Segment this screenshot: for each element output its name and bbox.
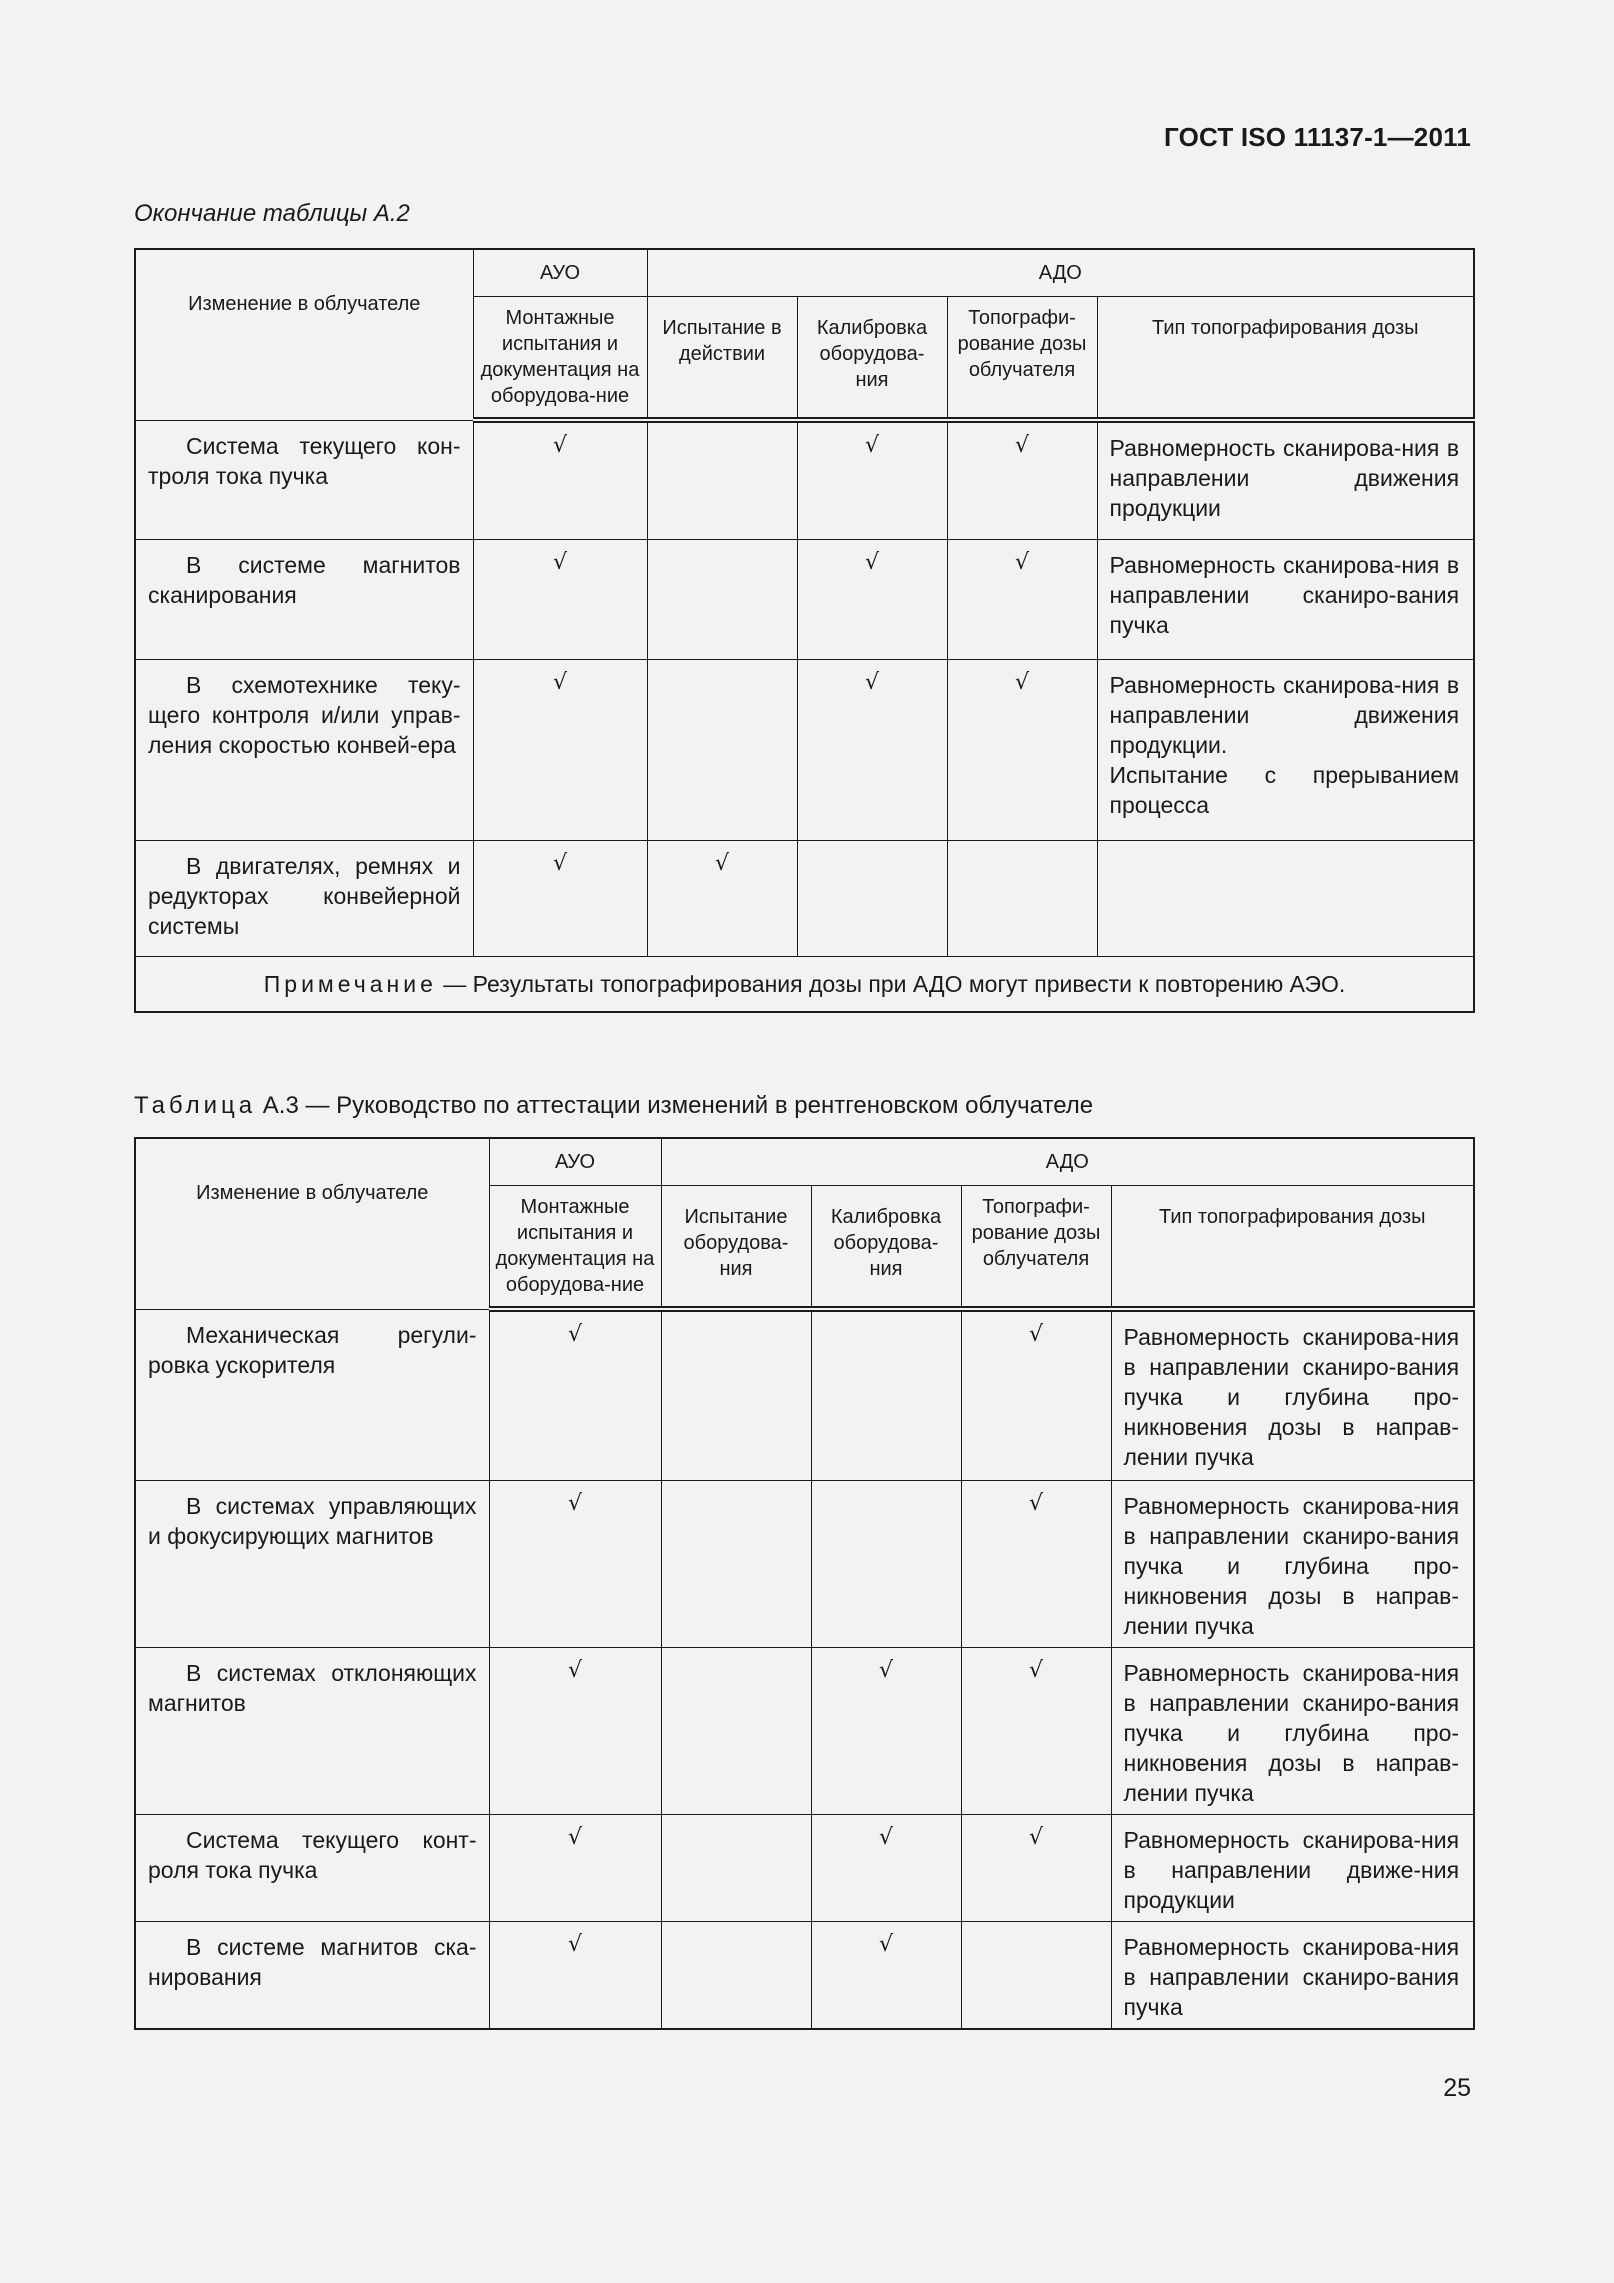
header-calibration: Калибровка оборудова-ния: [797, 297, 947, 421]
header-group-ado: АДО: [661, 1138, 1474, 1186]
row-change-name: Система текущего кон-троля тока пучка: [135, 420, 473, 539]
header-install-tests: Монтажные испытания и документация на оборудова-ние: [489, 1186, 661, 1310]
check-mark: [661, 1309, 811, 1480]
check-mark: [647, 659, 797, 840]
check-mark: √: [473, 539, 647, 659]
check-mark: [811, 1309, 961, 1480]
header-group-ayo: АУО: [489, 1138, 661, 1186]
check-mark: [647, 539, 797, 659]
check-mark: √: [811, 1647, 961, 1814]
mapping-type-text: Равномерность сканирова-ния в направлении движе-ния продукции: [1111, 1814, 1474, 1921]
check-mark: √: [947, 420, 1097, 539]
header-mapping-type: Тип топографирования дозы: [1111, 1186, 1474, 1310]
row-change-name: В системах отклоняющих магнитов: [135, 1647, 489, 1814]
check-mark: [797, 840, 947, 956]
table-row: [135, 539, 1474, 659]
check-mark: √: [489, 1309, 661, 1480]
table-row: [135, 659, 1474, 840]
check-mark: √: [947, 659, 1097, 840]
table-a2-end: [134, 248, 1475, 1013]
check-mark: √: [797, 539, 947, 659]
header-equipment-test: Испытание оборудова-ния: [661, 1186, 811, 1310]
check-mark: [647, 420, 797, 539]
row-change-name: Система текущего конт-роля тока пучка: [135, 1814, 489, 1921]
check-mark: √: [473, 420, 647, 539]
note-text: — Результаты топографирования дозы при АДО могут привести к повторению АЭО.: [436, 970, 1346, 997]
check-mark: √: [473, 659, 647, 840]
check-mark: [661, 1480, 811, 1647]
caption-label: Таблица: [134, 1092, 257, 1119]
page-number: 25: [1443, 2074, 1471, 2102]
mapping-type-text: Равномерность сканирова-ния в направлении сканиро-вания пучка и глубина про-никновения дозы в направ-лении пучка: [1111, 1647, 1474, 1814]
mapping-type-text: Равномерность сканирова-ния в направлении сканиро-вания пучка: [1111, 1921, 1474, 2029]
table-note-row: [135, 956, 1474, 1012]
table-row: [135, 1309, 1474, 1480]
check-mark: [661, 1814, 811, 1921]
check-mark: [661, 1921, 811, 2029]
header-change-in-irradiator: Изменение в облучателе: [135, 1138, 489, 1309]
check-mark: √: [961, 1647, 1111, 1814]
header-group-ayo: АУО: [473, 249, 647, 297]
mapping-type-text: Равномерность сканирова-ния в направлении сканиро-вания пучка и глубина про-никновения дозы в направ-лении пучка: [1111, 1480, 1474, 1647]
check-mark: [661, 1647, 811, 1814]
note-label: Примечание: [263, 970, 437, 997]
check-mark: √: [961, 1814, 1111, 1921]
check-mark: √: [797, 659, 947, 840]
row-change-name: В двигателях, ремнях и редукторах конвейерной системы: [135, 840, 473, 956]
check-mark: [947, 840, 1097, 956]
row-change-name: В системах управляющих и фокусирующих магнитов: [135, 1480, 489, 1647]
mapping-type-text: Равномерность сканирова-ния в направлении сканиро-вания пучка и глубина про-никновения дозы в направ-лении пучка: [1111, 1309, 1474, 1480]
header-install-tests: Монтажные испытания и документация на оборудова-ние: [473, 297, 647, 421]
check-mark: √: [947, 539, 1097, 659]
mapping-type-text: Равномерность сканирова-ния в направлении движения продукции. Испытание с прерыванием процесса: [1097, 659, 1474, 840]
check-mark: √: [473, 840, 647, 956]
row-change-name: Механическая регули-ровка ускорителя: [135, 1309, 489, 1480]
table-row: [135, 420, 1474, 539]
header-calibration: Калибровка оборудова-ния: [811, 1186, 961, 1310]
table-row: [135, 1814, 1474, 1921]
check-mark: √: [797, 420, 947, 539]
check-mark: √: [811, 1921, 961, 2029]
header-dose-mapping: Топографи-рование дозы облучателя: [947, 297, 1097, 421]
caption-text: А.3 — Руководство по аттестации изменений в рентгеновском облучателе: [256, 1092, 1094, 1119]
mapping-type-text: [1097, 840, 1474, 956]
header-change-in-irradiator: Изменение в облучателе: [135, 249, 473, 420]
check-mark: √: [489, 1921, 661, 2029]
check-mark: √: [489, 1480, 661, 1647]
row-change-name: В системе магнитов сканирования: [135, 539, 473, 659]
header-group-ado: АДО: [647, 249, 1474, 297]
table1-caption: Окончание таблицы А.2: [134, 200, 410, 227]
check-mark: √: [489, 1647, 661, 1814]
check-mark: √: [489, 1814, 661, 1921]
row-change-name: В системе магнитов ска-нирования: [135, 1921, 489, 2029]
check-mark: √: [647, 840, 797, 956]
mapping-type-text: Равномерность сканирова-ния в направлении движения продукции: [1097, 420, 1474, 539]
table-row: [135, 1480, 1474, 1647]
table-note: [135, 956, 1474, 1012]
check-mark: √: [961, 1309, 1111, 1480]
table-row: [135, 1921, 1474, 2029]
header-mapping-type: Тип топографирования дозы: [1097, 297, 1474, 421]
check-mark: [961, 1921, 1111, 2029]
document-code: ГОСТ ISO 11137-1—2011: [1163, 122, 1471, 152]
table-row: [135, 1647, 1474, 1814]
table-row: [135, 840, 1474, 956]
header-operation-test: Испытание в действии: [647, 297, 797, 421]
table-a3: [134, 1137, 1475, 2030]
row-change-name: В схемотехнике теку-щего контроля и/или управ-ления скоростью конвей-ера: [135, 659, 473, 840]
mapping-type-text: Равномерность сканирова-ния в направлении сканиро-вания пучка: [1097, 539, 1474, 659]
header-dose-mapping: Топографи-рование дозы облучателя: [961, 1186, 1111, 1310]
check-mark: √: [961, 1480, 1111, 1647]
check-mark: √: [811, 1814, 961, 1921]
check-mark: [811, 1480, 961, 1647]
table2-caption: [134, 1092, 1093, 1120]
